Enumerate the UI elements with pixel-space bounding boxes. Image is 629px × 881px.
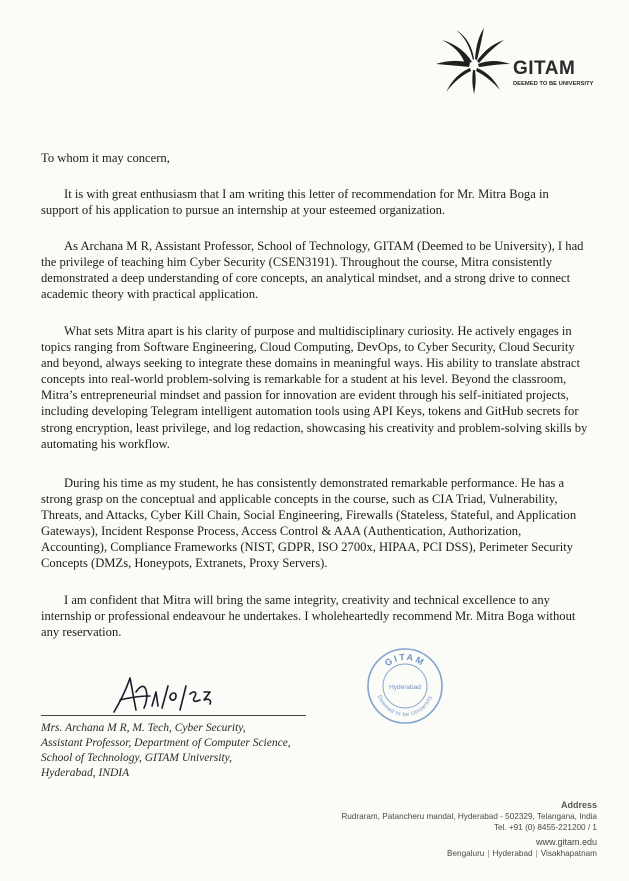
address-phone: Tel. +91 (0) 8455-221200 / 1	[493, 823, 597, 832]
paragraph-teaching: As Archana M R, Assistant Professor, School of Technology, GITAM (Deemed to be University), I had the privilege of teaching him Cyber Security (CSEN3191). Throughout the course, Mitra consistently demonstrated a deep understanding of core concepts, an analytical mindset, and a strong drive to connect academic theory with practical application.	[41, 239, 584, 302]
address-title: Address	[560, 800, 597, 810]
signatory-line-4: Hyderabad, INDIA	[41, 767, 130, 779]
logo-wordmark: GITAM	[513, 58, 576, 79]
salutation: To whom it may concern,	[41, 151, 170, 165]
handwritten-signature	[110, 672, 230, 720]
signatory-line-1: Mrs. Archana M R, M. Tech, Cyber Security,	[41, 722, 246, 734]
paragraph-qualities: What sets Mitra apart is his clarity of purpose and multidisciplinary curiosity. He actively engages in topics ranging from Software Engineering, Cloud Computing, DevOps, to Cyber Security, Cloud Security and beyond, always seeking to integrate these domains in meaningful ways. His ability to translate abstract concepts into real-world problem-solving is remarkable for a student at his level. Beyond the classroom, Mitra’s entrepreneurial mindset and passion for innovation are evident through his self-initiated projects, including developing Telegram intelligent automation tools using API Keys, tokens and GitHub secrets for strong encryption, least privilege, and log redaction, showcasing his creativity and problem-solving skills by automating his workflow.	[41, 324, 588, 451]
website-link[interactable]: www.gitam.edu	[535, 837, 597, 847]
address-line-1: Rudraram, Patancheru mandal, Hyderabad - 502329, Telangana, India	[341, 812, 597, 821]
svg-text:GITAM	[383, 652, 427, 668]
gitam-emblem-icon	[432, 26, 512, 96]
svg-text:Deemed to be University	[376, 694, 434, 718]
signature-line	[41, 715, 306, 716]
campus-bengaluru: Bengaluru	[447, 849, 485, 858]
paragraph-intro: It is with great enthusiasm that I am writing this letter of recommendation for Mr. Mitra Boga in support of his application to pursue an internship at your esteemed organization.	[41, 187, 549, 218]
stamp-top-text: GITAM	[382, 651, 427, 669]
university-stamp	[365, 646, 445, 726]
signatory-line-3: School of Technology, GITAM University,	[41, 752, 233, 764]
signatory-details	[41, 721, 291, 781]
paragraph-performance: During his time as my student, he has consistently demonstrated remarkable performance. He has a strong grasp on the conceptual and applicable concepts in the course, such as CIA Triad, Vulnerability, Threats, and Attacks, Cyber Kill Chain, Social Engineering, Firewalls (Stateless, Stateful, and Application Gateways), Incident Response Process, Access Control & AAA (Authentication, Authorization, Accounting), Compliance Frameworks (NIST, GDPR, ISO 2700x, HIPAA, PCI DSS), Perimeter Security Concepts (DMZs, Honeypots, Extranets, Proxy Servers).	[41, 476, 577, 571]
gitam-logo	[432, 26, 602, 96]
signatory-line-2: Assistant Professor, Department of Computer Science,	[41, 737, 291, 749]
address-footer	[341, 800, 597, 859]
stamp-center-text: Hyderabad	[389, 684, 421, 691]
campus-list: Bengaluru | Hyderabad | Visakhapatnam	[447, 849, 597, 858]
paragraph-closing: I am confident that Mitra will bring the same integrity, creativity and technical excellence to any internship or professional endeavour he undertakes. I wholeheartedly recommend Mr. Mitra Boga without any reservation.	[41, 593, 576, 640]
stamp-bottom-text: Deemed to be University	[376, 694, 434, 719]
campus-hyderabad: Hyderabad	[492, 849, 533, 858]
campus-visakhapatnam: Visakhapatnam	[540, 849, 597, 858]
logo-tagline: DEEMED TO BE UNIVERSITY	[513, 81, 594, 87]
